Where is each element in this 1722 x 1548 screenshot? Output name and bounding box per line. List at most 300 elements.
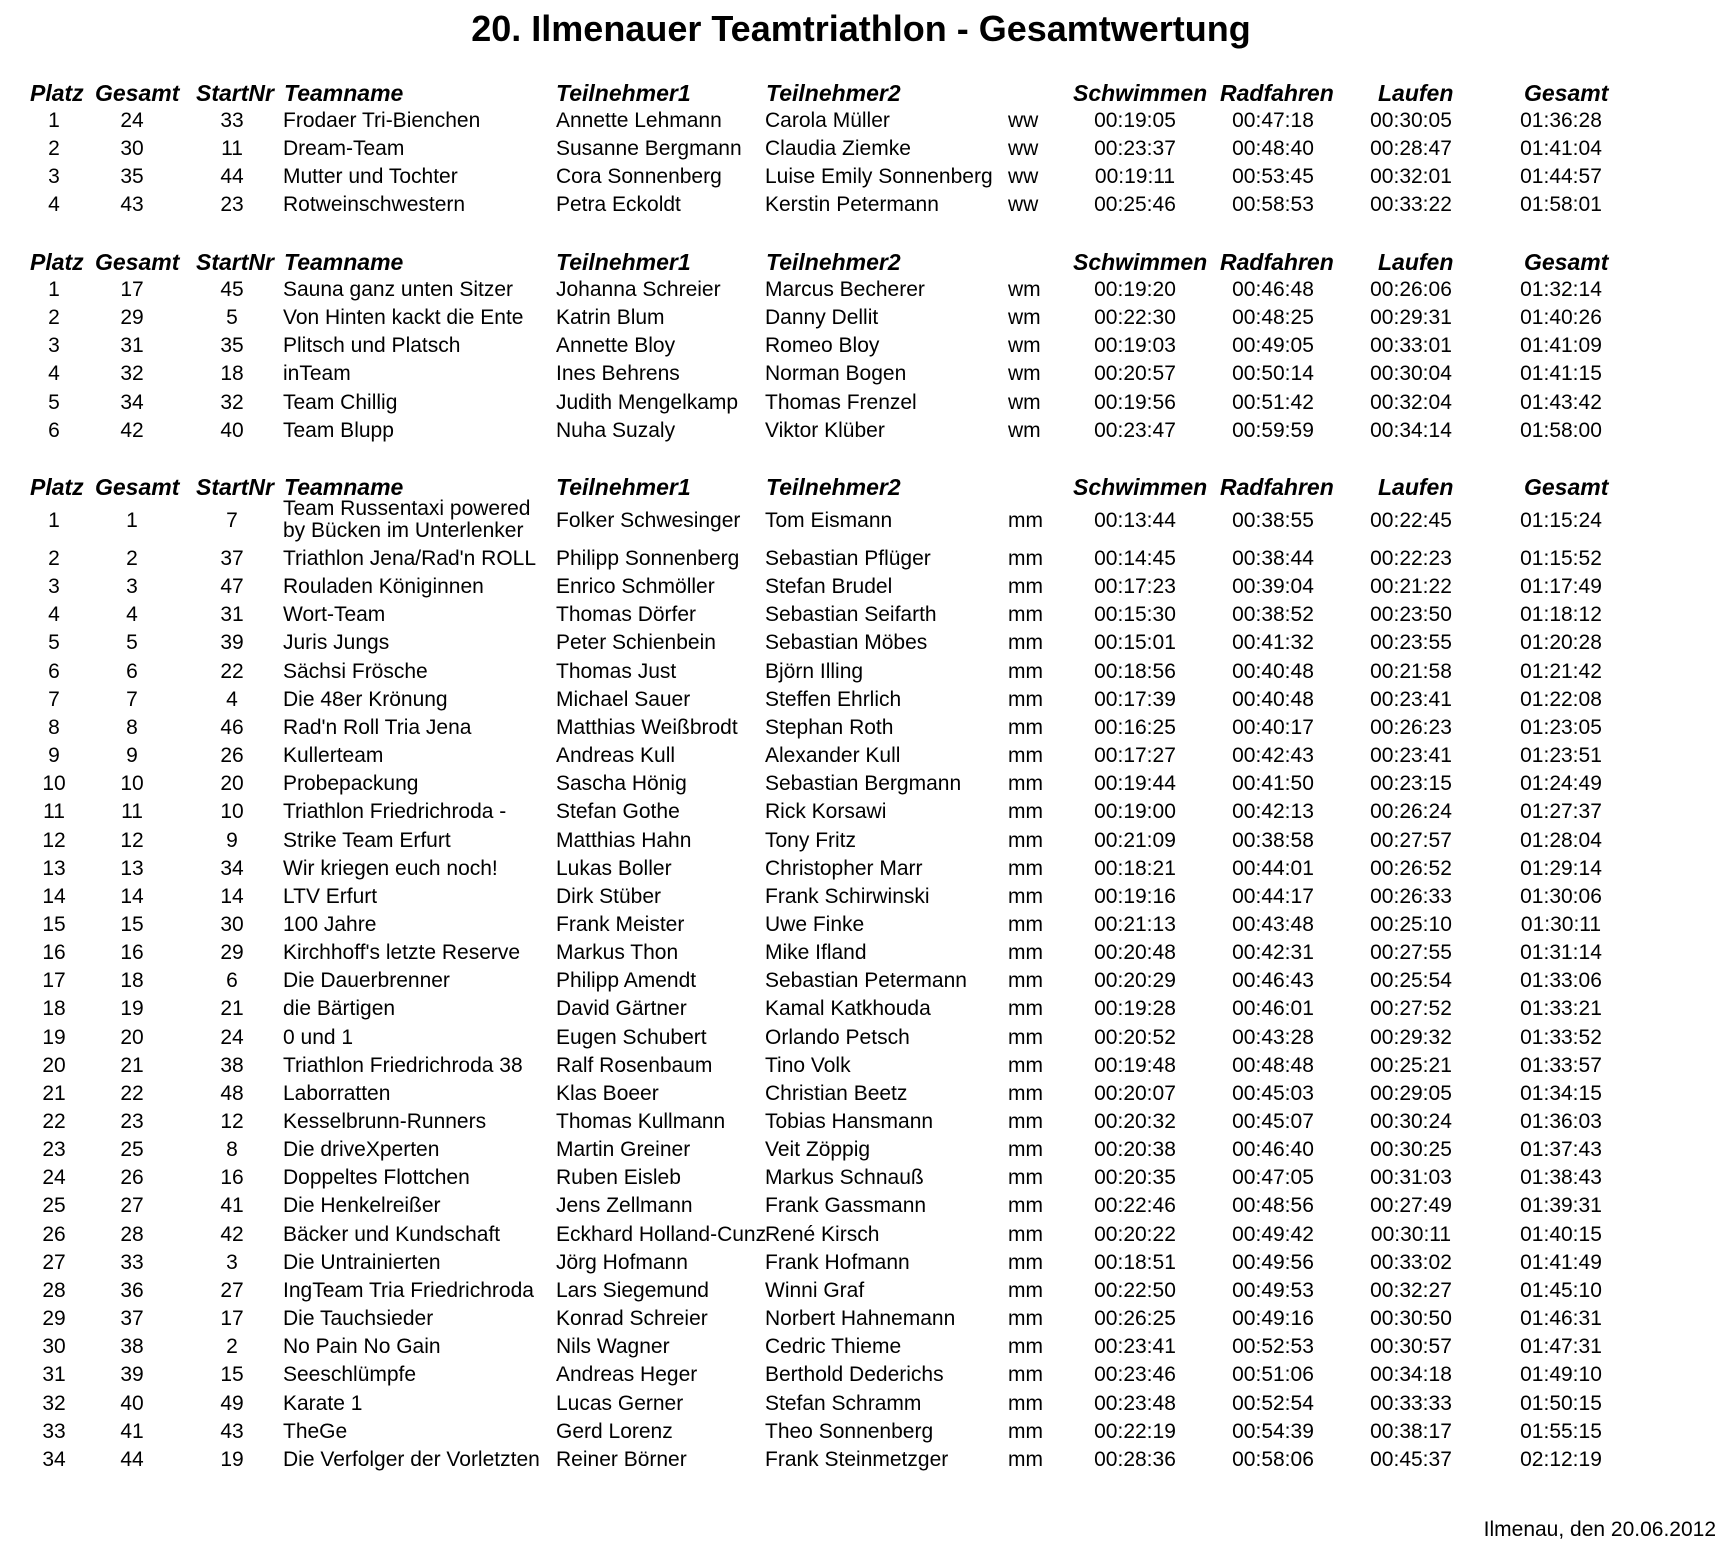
participant1-cell: Eugen Schubert xyxy=(556,1025,707,1049)
total-time-cell: 01:23:05 xyxy=(1520,715,1602,739)
column-header: Teilnehmer1 xyxy=(556,474,691,500)
total-time-cell: 01:15:24 xyxy=(1520,509,1602,532)
bike-time-cell: 00:47:18 xyxy=(1232,109,1314,132)
bike-time-cell: 00:48:48 xyxy=(1232,1053,1314,1077)
run-time-cell: 00:27:55 xyxy=(1370,941,1452,965)
bike-time-cell: 00:41:50 xyxy=(1232,772,1314,796)
bike-time-cell: 00:58:53 xyxy=(1232,193,1314,217)
bike-time-cell: 00:46:48 xyxy=(1232,278,1314,301)
bike-time-cell: 00:47:05 xyxy=(1232,1166,1314,1190)
total-time-cell: 01:23:51 xyxy=(1520,744,1602,768)
table-row xyxy=(0,1195,1722,1223)
run-time-cell: 00:30:50 xyxy=(1370,1307,1452,1331)
start-number-cell: 37 xyxy=(220,547,244,570)
rank-cell: 5 xyxy=(48,390,60,414)
overall-rank-cell: 24 xyxy=(120,109,144,132)
overall-rank-cell: 2 xyxy=(126,547,138,570)
table-row xyxy=(0,886,1722,914)
column-header: Schwimmen xyxy=(1073,474,1208,500)
participant2-cell: Tobias Hansmann xyxy=(765,1110,934,1133)
rank-cell: 3 xyxy=(48,334,60,358)
participant1-cell: Lars Siegemund xyxy=(556,1278,709,1302)
team-name-cell: Plitsch und Platsch xyxy=(283,334,461,358)
rank-cell: 4 xyxy=(48,362,60,386)
team-name-cell: LTV Erfurt xyxy=(283,884,378,908)
bike-time-cell: 00:38:44 xyxy=(1232,547,1314,570)
run-time-cell: 00:30:04 xyxy=(1370,362,1452,386)
participant2-cell: Stefan Brudel xyxy=(765,575,893,599)
bike-time-cell: 00:50:14 xyxy=(1232,362,1314,386)
run-time-cell: 00:27:52 xyxy=(1370,997,1452,1021)
rank-cell: 17 xyxy=(42,969,66,993)
start-number-cell: 6 xyxy=(226,969,238,993)
team-name-cell: Die Untrainierten xyxy=(283,1250,441,1274)
rank-cell: 16 xyxy=(42,941,66,965)
start-number-cell: 32 xyxy=(220,390,244,414)
bike-time-cell: 00:40:48 xyxy=(1232,687,1314,711)
participant1-cell: Annette Bloy xyxy=(556,334,676,358)
team-name-cell: Dream-Team xyxy=(283,137,405,161)
run-time-cell: 00:33:33 xyxy=(1370,1391,1452,1415)
table-row xyxy=(0,1449,1722,1477)
participant2-cell: Sebastian Seifarth xyxy=(765,603,937,627)
overall-rank-cell: 14 xyxy=(120,884,144,908)
overall-rank-cell: 33 xyxy=(120,1250,144,1274)
swim-time-cell: 00:22:30 xyxy=(1094,306,1176,330)
swim-time-cell: 00:19:00 xyxy=(1094,800,1176,824)
rank-cell: 2 xyxy=(48,306,60,330)
participant1-cell: Sascha Hönig xyxy=(556,772,687,796)
team-name-cell: Die Tauchsieder xyxy=(283,1307,434,1331)
run-time-cell: 00:30:05 xyxy=(1370,109,1452,132)
participant1-cell: Matthias Hahn xyxy=(556,828,692,852)
swim-time-cell: 00:20:22 xyxy=(1094,1222,1176,1246)
participant1-cell: Jens Zellmann xyxy=(556,1194,693,1218)
participant2-cell: Uwe Finke xyxy=(765,912,865,936)
overall-rank-cell: 37 xyxy=(120,1307,144,1331)
rank-cell: 20 xyxy=(42,1053,66,1077)
participant1-cell: Ralf Rosenbaum xyxy=(556,1053,713,1077)
table-row xyxy=(0,689,1722,717)
swim-time-cell: 00:14:45 xyxy=(1094,547,1176,570)
category-cell: wm xyxy=(1008,334,1041,358)
start-number-cell: 33 xyxy=(220,109,244,132)
participant2-cell: Claudia Ziemke xyxy=(765,137,911,161)
start-number-cell: 5 xyxy=(226,306,238,330)
table-row xyxy=(0,717,1722,745)
swim-time-cell: 00:18:21 xyxy=(1094,856,1176,880)
bike-time-cell: 00:39:04 xyxy=(1232,575,1314,599)
overall-rank-cell: 6 xyxy=(126,659,138,683)
swim-time-cell: 00:19:11 xyxy=(1094,165,1176,189)
total-time-cell: 01:50:15 xyxy=(1520,1391,1602,1415)
swim-time-cell: 00:20:35 xyxy=(1094,1166,1176,1190)
total-time-cell: 01:17:49 xyxy=(1520,575,1602,599)
rank-cell: 7 xyxy=(48,687,60,711)
category-cell: mm xyxy=(1008,1025,1043,1049)
participant1-cell: Klas Boeer xyxy=(556,1081,659,1105)
start-number-cell: 12 xyxy=(220,1110,244,1133)
bike-time-cell: 00:46:43 xyxy=(1232,969,1314,993)
total-time-cell: 02:12:19 xyxy=(1520,1447,1602,1471)
run-time-cell: 00:26:06 xyxy=(1370,278,1452,301)
bike-time-cell: 00:53:45 xyxy=(1232,165,1314,189)
participant2-cell: Berthold Dederichs xyxy=(765,1363,944,1387)
bike-time-cell: 00:54:39 xyxy=(1232,1419,1314,1443)
participant2-cell: Sebastian Pflüger xyxy=(765,547,931,570)
participant1-cell: Konrad Schreier xyxy=(556,1307,708,1331)
team-name-cell: Sächsi Frösche xyxy=(283,659,428,683)
rank-cell: 8 xyxy=(48,715,60,739)
category-cell: mm xyxy=(1008,1419,1043,1443)
category-cell: mm xyxy=(1008,884,1043,908)
bike-time-cell: 00:41:32 xyxy=(1232,631,1314,655)
bike-time-cell: 00:45:03 xyxy=(1232,1081,1314,1105)
table-row xyxy=(0,1280,1722,1308)
rank-cell: 33 xyxy=(42,1419,66,1443)
rank-cell: 31 xyxy=(42,1363,66,1387)
team-name-cell: Team Russentaxi powered by Bücken im Unterlenker xyxy=(283,497,531,542)
category-cell: mm xyxy=(1008,547,1043,570)
category-cell: mm xyxy=(1008,828,1043,852)
table-row xyxy=(0,166,1722,194)
bike-time-cell: 00:43:48 xyxy=(1232,912,1314,936)
total-time-cell: 01:47:31 xyxy=(1520,1335,1602,1359)
team-name-cell: Rouladen Königinnen xyxy=(283,575,484,599)
total-time-cell: 01:37:43 xyxy=(1520,1138,1602,1162)
bike-time-cell: 00:48:25 xyxy=(1232,306,1314,330)
participant2-cell: Björn Illing xyxy=(765,659,864,683)
rank-cell: 9 xyxy=(48,744,60,768)
category-cell: mm xyxy=(1008,1138,1043,1162)
participant1-cell: Folker Schwesinger xyxy=(556,509,741,532)
run-time-cell: 00:30:24 xyxy=(1370,1110,1452,1133)
run-time-cell: 00:21:58 xyxy=(1370,659,1452,683)
run-time-cell: 00:22:45 xyxy=(1370,509,1452,532)
team-name-cell: Die driveXperten xyxy=(283,1138,440,1162)
rank-cell: 13 xyxy=(42,856,66,880)
swim-time-cell: 00:18:56 xyxy=(1094,659,1176,683)
team-name-cell: Kirchhoff's letzte Reserve xyxy=(283,941,521,965)
column-header: Platz xyxy=(30,80,84,106)
team-name-cell: Triathlon Friedrichroda 38 xyxy=(283,1053,523,1077)
participant2-cell: Markus Schnauß xyxy=(765,1166,924,1190)
run-time-cell: 00:30:25 xyxy=(1370,1138,1452,1162)
start-number-cell: 42 xyxy=(220,1222,244,1246)
category-cell: mm xyxy=(1008,603,1043,627)
swim-time-cell: 00:19:05 xyxy=(1094,109,1176,132)
swim-time-cell: 00:19:48 xyxy=(1094,1053,1176,1077)
participant2-cell: Christopher Marr xyxy=(765,856,923,880)
category-cell: wm xyxy=(1008,362,1041,386)
participant2-cell: Frank Hofmann xyxy=(765,1250,910,1274)
category-cell: ww xyxy=(1008,165,1039,189)
team-name-cell: Probepackung xyxy=(283,772,419,796)
column-header: StartNr xyxy=(196,80,274,106)
run-time-cell: 00:23:41 xyxy=(1370,744,1452,768)
swim-time-cell: 00:20:57 xyxy=(1094,362,1176,386)
start-number-cell: 18 xyxy=(220,362,244,386)
run-time-cell: 00:26:33 xyxy=(1370,884,1452,908)
team-name-cell: Die 48er Krönung xyxy=(283,687,448,711)
total-time-cell: 01:30:06 xyxy=(1520,884,1602,908)
start-number-cell: 19 xyxy=(220,1447,244,1471)
bike-time-cell: 00:49:05 xyxy=(1232,334,1314,358)
rank-cell: 4 xyxy=(48,603,60,627)
start-number-cell: 46 xyxy=(220,715,244,739)
overall-rank-cell: 26 xyxy=(120,1166,144,1190)
total-time-cell: 01:28:04 xyxy=(1520,828,1602,852)
team-name-cell: Die Henkelreißer xyxy=(283,1194,441,1218)
run-time-cell: 00:34:14 xyxy=(1370,418,1452,442)
overall-rank-cell: 21 xyxy=(120,1053,144,1077)
table-row xyxy=(0,548,1722,576)
team-name-cell: inTeam xyxy=(283,362,351,386)
category-cell: mm xyxy=(1008,800,1043,824)
overall-rank-cell: 44 xyxy=(120,1447,144,1471)
table-row xyxy=(0,1393,1722,1421)
overall-rank-cell: 22 xyxy=(120,1081,144,1105)
run-time-cell: 00:38:17 xyxy=(1370,1419,1452,1443)
start-number-cell: 30 xyxy=(220,912,244,936)
participant2-cell: Romeo Bloy xyxy=(765,334,880,358)
swim-time-cell: 00:16:25 xyxy=(1094,715,1176,739)
overall-rank-cell: 30 xyxy=(120,137,144,161)
total-time-cell: 01:21:42 xyxy=(1520,659,1602,683)
category-cell: ww xyxy=(1008,137,1039,161)
category-cell: wm xyxy=(1008,306,1041,330)
participant1-cell: Lucas Gerner xyxy=(556,1391,684,1415)
bike-time-cell: 00:49:53 xyxy=(1232,1278,1314,1302)
overall-rank-cell: 8 xyxy=(126,715,138,739)
participant1-cell: Cora Sonnenberg xyxy=(556,165,722,189)
participant1-cell: David Gärtner xyxy=(556,997,687,1021)
start-number-cell: 4 xyxy=(226,687,238,711)
participant1-cell: Johanna Schreier xyxy=(556,278,721,301)
participant2-cell: Thomas Frenzel xyxy=(765,390,917,414)
category-cell: mm xyxy=(1008,715,1043,739)
swim-time-cell: 00:23:37 xyxy=(1094,137,1176,161)
category-cell: wm xyxy=(1008,418,1041,442)
start-number-cell: 41 xyxy=(220,1194,244,1218)
column-header: Laufen xyxy=(1378,474,1454,500)
bike-time-cell: 00:40:48 xyxy=(1232,659,1314,683)
participant2-cell: Tony Fritz xyxy=(765,828,857,852)
start-number-cell: 43 xyxy=(220,1419,244,1443)
table-row xyxy=(0,773,1722,801)
table-row xyxy=(0,138,1722,166)
participant2-cell: Stephan Roth xyxy=(765,715,894,739)
swim-time-cell: 00:20:32 xyxy=(1094,1110,1176,1133)
participant2-cell: Sebastian Petermann xyxy=(765,969,967,993)
table-row xyxy=(0,335,1722,363)
total-time-cell: 01:41:49 xyxy=(1520,1250,1602,1274)
category-cell: mm xyxy=(1008,575,1043,599)
swim-time-cell: 00:21:09 xyxy=(1094,828,1176,852)
participant2-cell: Sebastian Bergmann xyxy=(765,772,962,796)
swim-time-cell: 00:19:56 xyxy=(1094,390,1176,414)
swim-time-cell: 00:20:38 xyxy=(1094,1138,1176,1162)
overall-rank-cell: 12 xyxy=(120,828,144,852)
participant2-cell: Kerstin Petermann xyxy=(765,193,939,217)
category-cell: mm xyxy=(1008,1307,1043,1331)
column-header: Teilnehmer1 xyxy=(556,249,691,275)
participant1-cell: Lukas Boller xyxy=(556,856,672,880)
participant1-cell: Thomas Dörfer xyxy=(556,603,697,627)
overall-rank-cell: 25 xyxy=(120,1138,144,1162)
bike-time-cell: 00:42:43 xyxy=(1232,744,1314,768)
bike-time-cell: 00:44:01 xyxy=(1232,856,1314,880)
column-header: Teilnehmer2 xyxy=(766,249,901,275)
participant2-cell: Viktor Klüber xyxy=(765,418,885,442)
participant1-cell: Ruben Eisleb xyxy=(556,1166,681,1190)
column-header: Laufen xyxy=(1378,249,1454,275)
participant2-cell: Rick Korsawi xyxy=(765,800,887,824)
table-row xyxy=(0,632,1722,660)
run-time-cell: 00:25:54 xyxy=(1370,969,1452,993)
category-cell: mm xyxy=(1008,1166,1043,1190)
run-time-cell: 00:28:47 xyxy=(1370,137,1452,161)
column-header: Radfahren xyxy=(1220,474,1334,500)
table-row xyxy=(0,661,1722,689)
participant2-cell: Steffen Ehrlich xyxy=(765,687,902,711)
total-time-cell: 01:31:14 xyxy=(1520,941,1602,965)
overall-rank-cell: 38 xyxy=(120,1335,144,1359)
start-number-cell: 29 xyxy=(220,941,244,965)
participant2-cell: Carola Müller xyxy=(765,109,890,132)
table-row xyxy=(0,1336,1722,1364)
swim-time-cell: 00:15:01 xyxy=(1094,631,1176,655)
team-name-cell: Mutter und Tochter xyxy=(283,165,458,189)
bike-time-cell: 00:58:06 xyxy=(1232,1447,1314,1471)
rank-cell: 21 xyxy=(42,1081,66,1105)
category-cell: ww xyxy=(1008,109,1039,132)
bike-time-cell: 00:49:56 xyxy=(1232,1250,1314,1274)
rank-cell: 24 xyxy=(42,1166,66,1190)
category-cell: mm xyxy=(1008,659,1043,683)
start-number-cell: 45 xyxy=(220,278,244,301)
table-row xyxy=(0,858,1722,886)
run-time-cell: 00:32:04 xyxy=(1370,390,1452,414)
table-row xyxy=(0,1252,1722,1280)
total-time-cell: 01:20:28 xyxy=(1520,631,1602,655)
overall-rank-cell: 35 xyxy=(120,165,144,189)
participant1-cell: Annette Lehmann xyxy=(556,109,722,132)
category-cell: mm xyxy=(1008,1053,1043,1077)
table-row xyxy=(0,497,1722,542)
category-cell: mm xyxy=(1008,631,1043,655)
participant1-cell: Enrico Schmöller xyxy=(556,575,715,599)
participant2-cell: Sebastian Möbes xyxy=(765,631,928,655)
overall-rank-cell: 36 xyxy=(120,1278,144,1302)
category-cell: mm xyxy=(1008,1278,1043,1302)
total-time-cell: 01:18:12 xyxy=(1520,603,1602,627)
column-header: StartNr xyxy=(196,249,274,275)
total-time-cell: 01:33:21 xyxy=(1520,997,1602,1021)
team-name-cell: Triathlon Jena/Rad'n ROLL xyxy=(283,547,537,570)
category-cell: mm xyxy=(1008,941,1043,965)
overall-rank-cell: 7 xyxy=(126,687,138,711)
team-name-cell: IngTeam Tria Friedrichroda xyxy=(283,1278,534,1302)
team-name-cell: Bäcker und Kundschaft xyxy=(283,1222,501,1246)
bike-time-cell: 00:46:01 xyxy=(1232,997,1314,1021)
overall-rank-cell: 17 xyxy=(120,278,144,301)
total-time-cell: 01:15:52 xyxy=(1520,547,1602,570)
team-name-cell: Sauna ganz unten Sitzer xyxy=(283,278,513,301)
participant2-cell: Kamal Katkhouda xyxy=(765,997,931,1021)
overall-rank-cell: 27 xyxy=(120,1194,144,1218)
participant2-cell: Frank Gassmann xyxy=(765,1194,927,1218)
start-number-cell: 38 xyxy=(220,1053,244,1077)
total-time-cell: 01:46:31 xyxy=(1520,1307,1602,1331)
team-name-cell: Karate 1 xyxy=(283,1391,363,1415)
table-row xyxy=(0,363,1722,391)
start-number-cell: 10 xyxy=(220,800,244,824)
start-number-cell: 34 xyxy=(220,856,244,880)
start-number-cell: 17 xyxy=(220,1307,244,1331)
run-time-cell: 00:25:21 xyxy=(1370,1053,1452,1077)
team-name-cell: Seeschlümpfe xyxy=(283,1363,417,1387)
overall-rank-cell: 10 xyxy=(120,772,144,796)
participant2-cell: Frank Schirwinski xyxy=(765,884,930,908)
overall-rank-cell: 31 xyxy=(120,334,144,358)
team-name-cell: Doppeltes Flottchen xyxy=(283,1166,470,1190)
swim-time-cell: 00:20:07 xyxy=(1094,1081,1176,1105)
start-number-cell: 35 xyxy=(220,334,244,358)
bike-time-cell: 00:52:54 xyxy=(1232,1391,1314,1415)
start-number-cell: 22 xyxy=(220,659,244,683)
category-cell: mm xyxy=(1008,1222,1043,1246)
participant1-cell: Andreas Kull xyxy=(556,744,676,768)
table-row xyxy=(0,1167,1722,1195)
total-time-cell: 01:58:01 xyxy=(1520,193,1602,217)
run-time-cell: 00:26:52 xyxy=(1370,856,1452,880)
swim-time-cell: 00:23:41 xyxy=(1094,1335,1176,1359)
rank-cell: 1 xyxy=(48,509,60,532)
column-header: StartNr xyxy=(196,474,274,500)
total-time-cell: 01:49:10 xyxy=(1520,1363,1602,1387)
start-number-cell: 23 xyxy=(220,193,244,217)
total-time-cell: 01:40:26 xyxy=(1520,306,1602,330)
rank-cell: 19 xyxy=(42,1025,66,1049)
rank-cell: 3 xyxy=(48,165,60,189)
swim-time-cell: 00:17:27 xyxy=(1094,744,1176,768)
swim-time-cell: 00:19:16 xyxy=(1094,884,1176,908)
swim-time-cell: 00:18:51 xyxy=(1094,1250,1176,1274)
bike-time-cell: 00:38:55 xyxy=(1232,509,1314,532)
category-cell: mm xyxy=(1008,687,1043,711)
team-name-cell: 0 und 1 xyxy=(283,1025,354,1049)
swim-time-cell: 00:22:50 xyxy=(1094,1278,1176,1302)
team-name-cell: Kullerteam xyxy=(283,744,384,768)
rank-cell: 28 xyxy=(42,1278,66,1302)
run-time-cell: 00:23:15 xyxy=(1370,772,1452,796)
rank-cell: 26 xyxy=(42,1222,66,1246)
total-time-cell: 01:41:15 xyxy=(1520,362,1602,386)
participant1-cell: Philipp Amendt xyxy=(556,969,697,993)
table-row xyxy=(0,1083,1722,1111)
overall-rank-cell: 42 xyxy=(120,418,144,442)
category-cell: mm xyxy=(1008,509,1043,532)
table-row xyxy=(0,420,1722,448)
swim-time-cell: 00:22:19 xyxy=(1094,1419,1176,1443)
total-time-cell: 01:36:28 xyxy=(1520,109,1602,132)
rank-cell: 3 xyxy=(48,575,60,599)
category-cell: mm xyxy=(1008,744,1043,768)
rank-cell: 34 xyxy=(42,1447,66,1471)
participant1-cell: Dirk Stüber xyxy=(556,884,662,908)
column-header: Platz xyxy=(30,474,84,500)
